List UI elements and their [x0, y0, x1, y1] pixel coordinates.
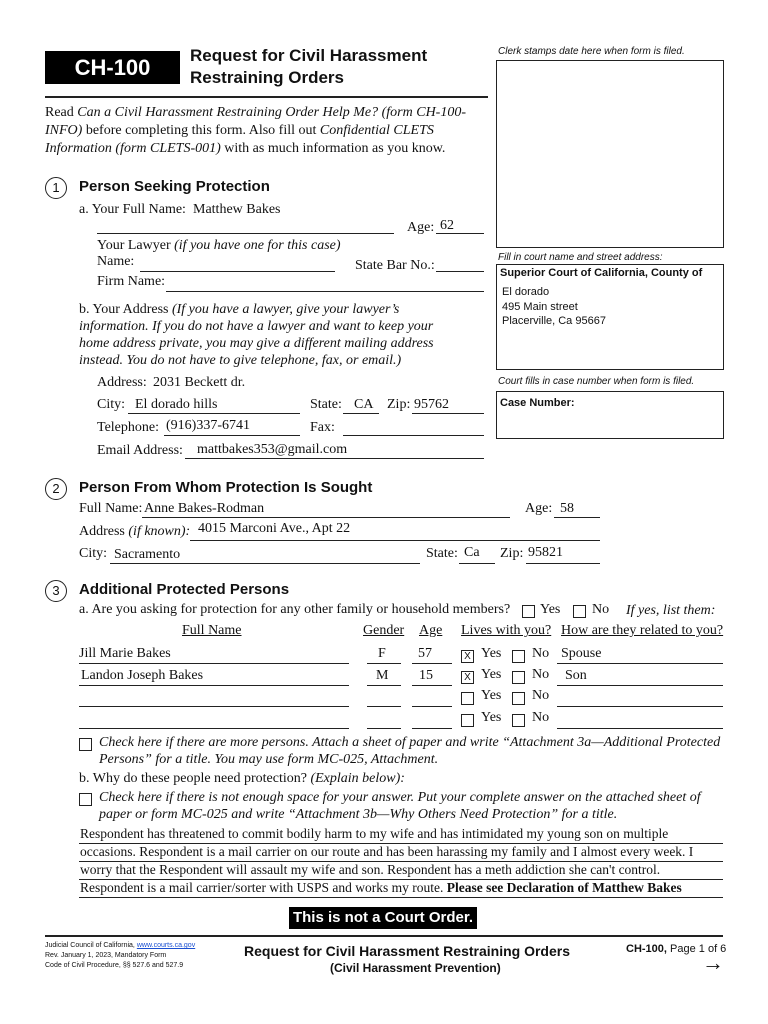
person1-name-line [79, 663, 349, 664]
not-enough-space-checkbox[interactable] [79, 793, 92, 806]
person3-gender-line[interactable] [367, 706, 401, 707]
zip-value[interactable]: 95762 [414, 397, 449, 412]
address-value[interactable]: 2031 Beckett dr. [153, 375, 246, 390]
person4-gender-line[interactable] [367, 728, 401, 729]
person2-age-line [412, 685, 452, 686]
respondent-city-line [110, 563, 420, 564]
fax-label: Fax: [310, 420, 335, 435]
person2-relation[interactable]: Son [565, 668, 587, 683]
person1-relation-line [557, 663, 723, 664]
city-value[interactable]: El dorado hills [135, 397, 218, 412]
person3-lives-no-label: No [532, 688, 550, 703]
footer-title: Request for Civil Harassment Restraining Orders [244, 943, 570, 959]
footer-url-link[interactable]: www.courts.ca.gov [136, 942, 196, 949]
email-label: Email Address: [97, 443, 183, 458]
age-label: Age: [407, 220, 435, 235]
person1-lives-no-label: No [532, 646, 550, 661]
lawyer-label-text: Your Lawyer [97, 238, 171, 253]
person1-lives-yes-checkbox[interactable]: X [461, 650, 474, 663]
person1-gender[interactable]: F [378, 646, 386, 661]
other-persons-yes-checkbox[interactable] [522, 605, 535, 618]
explanation-rule-4 [79, 897, 723, 898]
explanation-line-4[interactable] [80, 880, 682, 896]
respondent-address-label [79, 524, 190, 540]
person2-lives-yes-label: Yes [481, 667, 502, 682]
intro-info-form: Can a Civil Harassment Restraining Order Help Me? (form CH-100-INFO) [45, 105, 466, 138]
intro-text [45, 104, 470, 158]
person4-lives-yes-checkbox[interactable] [461, 714, 474, 727]
person1-age-line [412, 663, 452, 664]
state-label: State: [310, 397, 342, 412]
not-enough-space-note: Check here if there is not enough space for your answer. Put your complete answer on the attached sheet of paper or form MC-025 and write “Attachment 3b—Why Others Need Protection” for a title. [99, 790, 701, 822]
state-value[interactable]: CA [354, 397, 374, 412]
clerk-stamp-box [496, 60, 724, 248]
explanation-line-3[interactable]: worry that the Respondent will assault my wife and son. Respondent has a meth addiction she can't control. [80, 862, 661, 877]
intro-mid: before completing this form. Also fill out [82, 123, 320, 138]
respondent-zip-value[interactable]: 95821 [528, 545, 563, 560]
why-protection-label: b. Why do these people need protection? [79, 771, 307, 786]
col-header-lives-with: Lives with you? [461, 623, 552, 638]
address-b-note: (If you have a lawyer, give your lawyer’s information. If you do not have a lawyer and want to keep your home address private, you may give a different mailing address instead. You do not have to give telephone, fax, or email.) [79, 302, 434, 368]
footer-code: Code of Civil Procedure, §§ 527.6 and 527.9 [45, 962, 184, 969]
court-title: Superior Court of California, County of [500, 267, 703, 279]
person2-gender[interactable]: M [376, 668, 389, 683]
person2-name-line [79, 685, 349, 686]
email-value[interactable]: mattbakes353@gmail.com [197, 442, 348, 457]
lawyer-note: (if you have one for this case) [174, 238, 341, 253]
full-name-line [97, 233, 394, 234]
explanation-line-4-text: Respondent is a mail carrier/sorter with USPS and works my route. [80, 880, 447, 895]
court-county[interactable]: El dorado [502, 286, 550, 298]
respondent-zip-line [526, 563, 600, 564]
zip-label: Zip: [387, 397, 411, 412]
form-title-line1: Request for Civil Harassment [190, 46, 428, 65]
other-persons-question: a. Are you asking for protection for any other family or household members? [79, 602, 511, 617]
respondent-address-note: (if known): [128, 524, 191, 539]
respondent-zip-label: Zip: [500, 546, 524, 561]
respondent-state-label: State: [426, 546, 458, 561]
lawyer-name-line[interactable] [140, 271, 335, 272]
respondent-city-value[interactable]: Sacramento [114, 547, 181, 562]
intro-read: Read [45, 105, 78, 120]
respondent-name-line [142, 517, 510, 518]
footer-council-text: Judicial Council of California, [45, 942, 135, 949]
section2-title: Person From Whom Protection Is Sought [79, 479, 373, 496]
footer-page-number: Page 1 of 6 [670, 943, 727, 955]
col-header-full-name: Full Name [182, 623, 242, 638]
intro-tail: with as much information as you know. [220, 141, 446, 156]
telephone-value[interactable]: (916)337-6741 [166, 418, 250, 433]
case-number-label: Case Number: [500, 397, 575, 409]
city-label: City: [97, 397, 126, 412]
other-persons-no-checkbox[interactable] [573, 605, 586, 618]
person3-lives-yes-checkbox[interactable] [461, 692, 474, 705]
respondent-age-label: Age: [525, 501, 553, 516]
respondent-city-label: City: [79, 546, 108, 561]
person1-age[interactable]: 57 [418, 646, 432, 661]
person1-lives-yes-label: Yes [481, 646, 502, 661]
section3-number: 3 [45, 580, 67, 602]
other-persons-no-label: No [592, 602, 610, 617]
state-line [343, 413, 379, 414]
zip-line [412, 413, 484, 414]
city-line [128, 413, 300, 414]
lawyer-name-label: Name: [97, 254, 135, 269]
person1-lives-no-checkbox[interactable] [512, 650, 525, 663]
footer-council [45, 942, 195, 949]
person2-lives-no-checkbox[interactable] [512, 671, 525, 684]
respondent-state-value[interactable]: Ca [464, 545, 480, 560]
section1-number: 1 [45, 177, 67, 199]
respondent-address-text: Address [79, 524, 125, 539]
email-line [185, 458, 484, 459]
respondent-address-value[interactable]: 4015 Marconi Ave., Apt 22 [198, 521, 351, 536]
respondent-age-line [554, 517, 600, 518]
age-line [436, 233, 484, 234]
person4-lives-no-label: No [532, 710, 550, 725]
explanation-line-4-bold: Please see Declaration of Matthew Bakes [446, 880, 682, 895]
footer-rule [45, 935, 723, 937]
firm-name-label: Firm Name: [97, 274, 166, 289]
case-number-note: Court fills in case number when form is filed. [498, 376, 695, 387]
explanation-line-2[interactable]: occasions. Respondent is a mail carrier on our route and has been harassing my family and I almost every week. I [80, 844, 694, 859]
person3-relation-line[interactable] [557, 706, 723, 707]
footer-revision: Rev. January 1, 2023, Mandatory Form [45, 952, 167, 959]
why-protection-question [79, 771, 405, 787]
address-b-label: b. Your Address [79, 302, 169, 317]
not-court-order-banner: This is not a Court Order. [289, 907, 477, 929]
other-persons-yes-label: Yes [540, 602, 561, 617]
court-name-note: Fill in court name and street address: [498, 252, 663, 263]
firm-name-line[interactable] [166, 291, 484, 292]
header-rule [45, 96, 488, 98]
respondent-address-line [190, 540, 600, 541]
section1-title: Person Seeking Protection [79, 178, 270, 195]
explanation-line-1[interactable]: Respondent has threatened to commit bodily harm to my wife and has intimidated my young son on multiple [80, 826, 669, 841]
col-header-relation: How are they related to you? [561, 623, 724, 638]
address-label: Address: [97, 375, 147, 390]
person4-lives-no-checkbox[interactable] [512, 714, 525, 727]
respondent-name-label: Full Name: [79, 501, 143, 516]
person3-lives-no-checkbox[interactable] [512, 692, 525, 705]
next-page-arrow-icon[interactable]: → [702, 950, 724, 975]
person3-name-line[interactable] [79, 706, 349, 707]
person4-name-line[interactable] [79, 728, 349, 729]
more-persons-checkbox[interactable] [79, 738, 92, 751]
footer-subtitle: (Civil Harassment Prevention) [330, 961, 501, 975]
full-name-label: a. Your Full Name: [79, 202, 186, 217]
person3-lives-yes-label: Yes [481, 688, 502, 703]
respondent-age-value[interactable]: 58 [560, 501, 574, 516]
footer-form-code: CH-100, [626, 943, 667, 955]
lawyer-label [97, 238, 341, 254]
form-code-badge: CH-100 [45, 51, 180, 84]
person3-age-line[interactable] [412, 706, 452, 707]
person2-lives-yes-checkbox[interactable]: X [461, 671, 474, 684]
respondent-name-value[interactable]: Anne Bakes-Rodman [144, 501, 265, 516]
if-yes-list-note: If yes, list them: [626, 603, 716, 618]
full-name-value[interactable]: Matthew Bakes [193, 202, 281, 217]
person4-relation-line[interactable] [557, 728, 723, 729]
person2-gender-line [367, 685, 401, 686]
intro-clets-form: Confidential CLETS Information (form CLETS-001) [45, 123, 434, 156]
person2-age[interactable]: 15 [419, 668, 433, 683]
person2-relation-line [557, 685, 723, 686]
person1-gender-line [367, 663, 401, 664]
telephone-label: Telephone: [97, 420, 159, 435]
form-title-line2: Restraining Orders [190, 68, 344, 87]
state-bar-line[interactable] [436, 271, 484, 272]
section2-number: 2 [45, 478, 67, 500]
section3-title: Additional Protected Persons [79, 581, 290, 598]
respondent-state-line [459, 563, 495, 564]
court-city[interactable]: Placerville, Ca 95667 [502, 315, 606, 327]
person1-relation[interactable]: Spouse [561, 646, 602, 661]
court-street[interactable]: 495 Main street [502, 301, 578, 313]
telephone-line [164, 435, 300, 436]
clerk-stamp-note: Clerk stamps date here when form is filed. [498, 46, 685, 57]
person4-age-line[interactable] [412, 728, 452, 729]
more-persons-note: Check here if there are more persons. Attach a sheet of paper and write “Attachment 3a—Additional Protected Persons” for a title. You may use form MC-025, Attachment. [99, 735, 721, 767]
person4-lives-yes-label: Yes [481, 710, 502, 725]
person1-name[interactable]: Jill Marie Bakes [79, 646, 171, 661]
address-instructions [79, 301, 459, 369]
col-header-gender: Gender [363, 623, 405, 638]
age-value[interactable]: 62 [440, 218, 454, 233]
why-protection-note: (Explain below): [310, 771, 405, 786]
state-bar-label: State Bar No.: [355, 258, 435, 273]
col-header-age: Age [419, 623, 443, 638]
person2-lives-no-label: No [532, 667, 550, 682]
fax-line[interactable] [343, 435, 484, 436]
person2-name[interactable]: Landon Joseph Bakes [81, 668, 204, 683]
